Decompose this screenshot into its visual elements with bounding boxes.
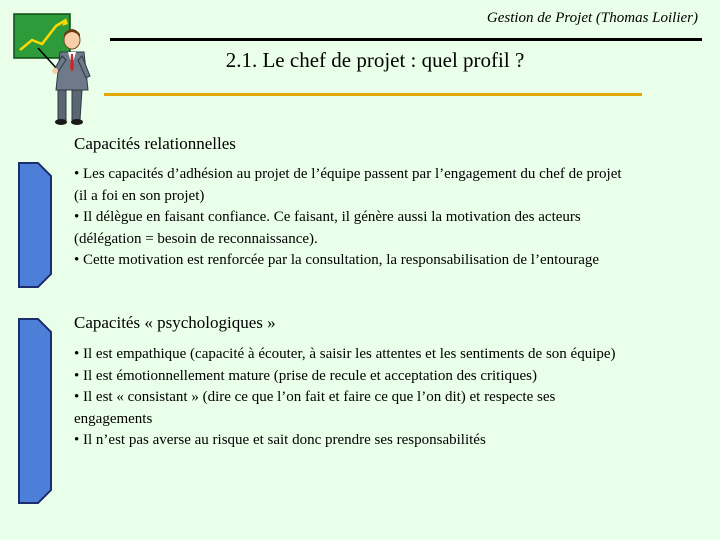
title-underline <box>104 93 642 96</box>
bullet: • Les capacités d’adhésion au projet de l’équipe passent par l’engagement du chef de projet (il a foi en son projet) <box>74 166 622 204</box>
slide-title: 2.1. Le chef de projet : quel profil ? <box>225 48 525 72</box>
section-heading-psychological: Capacités « psychologiques » <box>74 313 276 332</box>
section-marker-relational-icon <box>18 162 52 288</box>
bullet: • Il est empathique (capacité à écouter, à saisir les attentes et les sentiments de son équipe) <box>74 346 616 362</box>
section-body-psychological <box>74 344 634 452</box>
header-title: Gestion de Projet (Thomas Loilier) <box>486 10 698 26</box>
bullet: • Cette motivation est renforcée par la consultation, la responsabilisation de l’entourage <box>74 252 600 268</box>
section-heading-relational: Capacités relationnelles <box>74 134 236 153</box>
header-divider <box>110 38 702 41</box>
bullet: • Il n’est pas averse au risque et sait donc prendre ses responsabilités <box>74 432 486 448</box>
bullet: • Il est émotionnellement mature (prise de recule et acceptation des critiques) <box>74 367 537 384</box>
section-body-relational <box>74 164 634 272</box>
bullet: • Il est « consistant » (dire ce que l’on fait et faire ce que l’on dit) et respecte ses engagements <box>74 389 556 427</box>
section-marker-psychological-icon <box>18 318 52 504</box>
bullet: • Il délègue en faisant confiance. Ce faisant, il génère aussi la motivation des acteurs (délégation = besoin de reconnaissance). <box>74 209 581 247</box>
